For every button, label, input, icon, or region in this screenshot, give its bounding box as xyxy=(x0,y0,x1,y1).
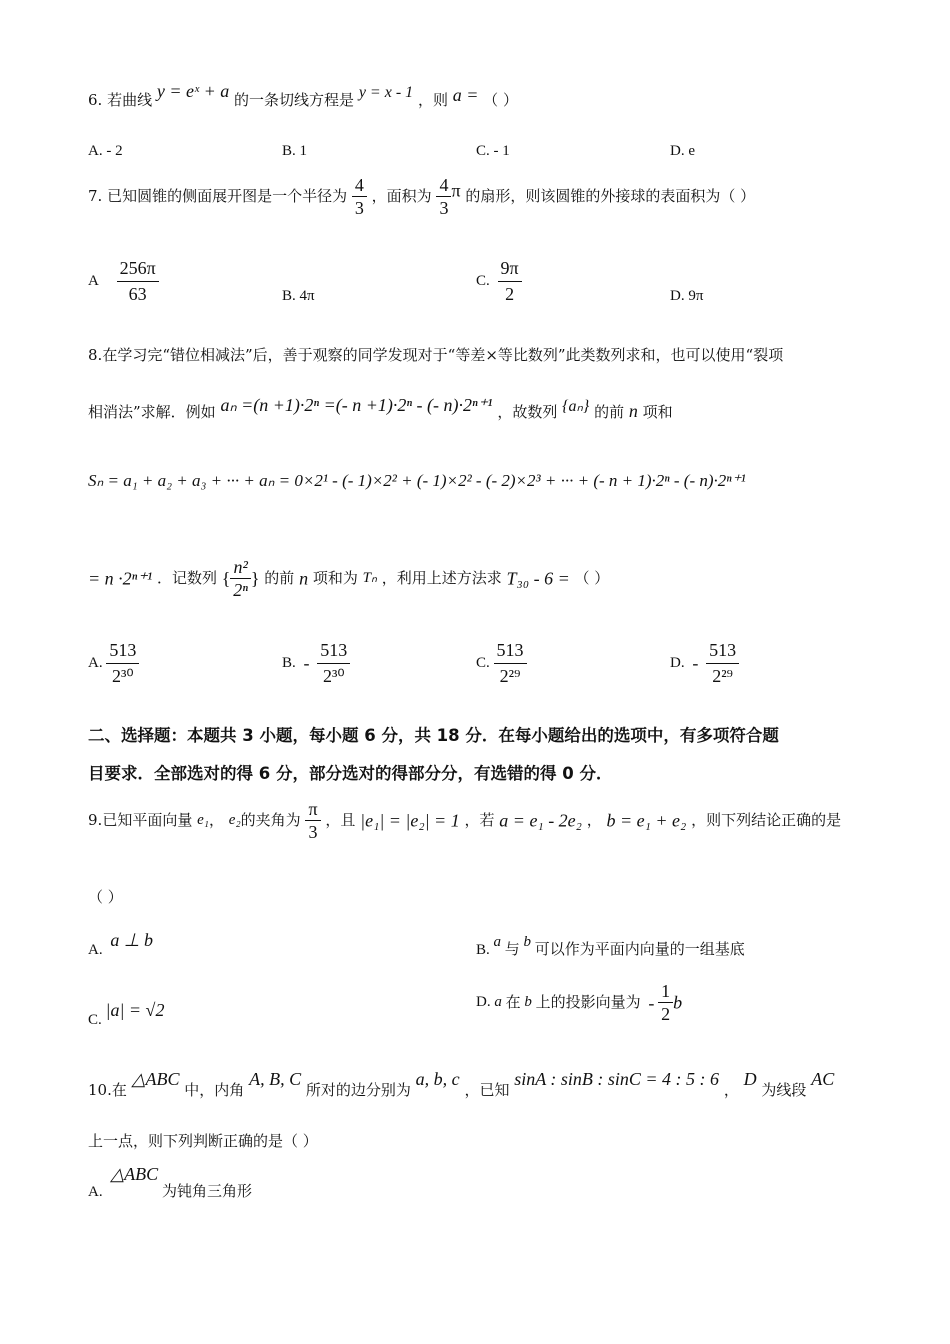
q8-option-a[interactable]: A. $\frac{513}{\text{2³⁰}}$ xyxy=(88,640,139,687)
q9-norm: |e₁| = |e₂| = 1 xyxy=(360,810,460,831)
q8-stem-line4: = n ·2ⁿ⁺¹ ．记数列 { $\frac{\text{n²}}{\text{2ⁿ}}$ } 的前 n 项和为 Tₙ ，利用上述方法求 T₃₀ - 6 = （ ） xyxy=(88,557,610,600)
q9-option-b[interactable]: B. a 与 b 可以作为平面内向量的一组基底 xyxy=(476,934,745,958)
q6-option-c[interactable]: C. - 1 xyxy=(476,143,510,159)
q8-option-d[interactable]: D. - $\frac{513}{\text{2²⁹}}$ xyxy=(670,640,739,687)
q6-curve: y = eˣ + a xyxy=(156,81,230,101)
q8-formula-result: = n ·2ⁿ⁺¹ xyxy=(88,568,153,589)
q8-formula-sn: Sₙ = a₁ + a₂ + a₃ + ··· + aₙ = 0×2¹ - (- 1)×2² + (- 1)×2² - (- 2)×2³ + ··· + (- n + 1)·2ⁿ - (- n)·2ⁿ⁺¹ xyxy=(88,471,746,490)
q8-seq2-fraction: $\frac{\text{n²}}{\text{2ⁿ}}$ xyxy=(230,558,250,599)
section2-heading-line1: 二、选择题：本题共 3 小题，每小题 6 分，共 18 分．在每小题给出的选项中，有多项符合题 xyxy=(88,726,779,745)
q8-stem-line1: 8.在学习完“错位相减法”后，善于观察的同学发现对于“等差×等比数列”此类数列求和，也可以使用“裂项 xyxy=(88,346,784,364)
q8-formula-an: aₙ =(n +1)·2ⁿ =(- n +1)·2ⁿ - (- n)·2ⁿ⁺¹ xyxy=(220,395,493,415)
q7-option-a[interactable]: A $\frac{256\pi}{63}$ xyxy=(88,258,159,305)
q10-option-a[interactable]: A. △ABC 为钝角三角形 xyxy=(88,1164,252,1200)
q10-stem: 10.在 △ABC 中，内角 A, B, C 所对的边分别为 a, b, c ，已知 sinA : sinB : sinC = 4 : 5 : 6 ， D 为线段 AC xyxy=(88,1069,835,1099)
q7-option-c[interactable]: C. $\frac{9\pi}{2}$ xyxy=(476,258,522,305)
q8-sequence: {aₙ} xyxy=(562,398,590,415)
section2-heading-line2: 目要求．全部选对的得 6 分，部分选对的得部分分，有选错的得 0 分． xyxy=(88,764,613,783)
q10-stem-line2: 上一点，则下列判断正确的是（ ） xyxy=(88,1132,318,1150)
q9-option-a[interactable]: A. a ⊥ b xyxy=(88,930,154,958)
q6-tangent: y = x - 1 xyxy=(358,84,414,101)
q8-stem-line2: 相消法”求解．例如 aₙ =(n +1)·2ⁿ =(- n +1)·2ⁿ - (- n)·2ⁿ⁺¹ ，故数列 {aₙ} 的前 n 项和 xyxy=(88,395,673,421)
q9-vector-a: a = e₁ - 2e₂ xyxy=(499,810,582,831)
q7-stem: 7. 已知圆锥的侧面展开图是一个半径为 $\frac{4}{3}$ ，面积为 $\frac{4}{3}$ π 的扇形，则该圆锥的外接球的表面积为（ ） xyxy=(88,175,756,218)
q7-option-b[interactable]: B. 4π xyxy=(282,288,315,304)
q9-stem: 9.已知平面向量 e₁， e₂的夹角为 $\frac{\pi}{3}$ ，且 |e₁| = |e₂| = 1 ，若 a = e₁ - 2e₂ ， b = e₁ + e₂ ，则下列结论正确的是 xyxy=(88,799,842,842)
q7-option-d[interactable]: D. 9π xyxy=(670,288,704,304)
q9-option-d[interactable]: D. a 在 b 上的投影向量为 - $\frac{1}{2}$ b xyxy=(476,981,683,1024)
q7-radius-fraction: $\frac{4}{3}$ xyxy=(352,176,367,217)
q6-option-b[interactable]: B. 1 xyxy=(282,143,308,159)
q9-option-c[interactable]: C. |a| = √2 xyxy=(88,1000,165,1028)
q9-paren: （ ） xyxy=(88,888,123,906)
q9-angle-fraction: $\frac{\pi}{3}$ xyxy=(305,800,320,841)
q10-ratio: sinA : sinB : sinC = 4 : 5 : 6 xyxy=(514,1069,720,1089)
q8-ask: T₃₀ - 6 = xyxy=(506,568,570,589)
q6-number: 6. xyxy=(88,91,103,109)
q6-option-a[interactable]: A. - 2 xyxy=(88,143,123,159)
q7-area-fraction: $\frac{4}{3}$ xyxy=(436,176,451,217)
q6-option-d[interactable]: D. e xyxy=(670,143,695,159)
q9-vector-b: b = e₁ + e₂ xyxy=(606,810,687,831)
q8-option-b[interactable]: B. - $\frac{513}{\text{2³⁰}}$ xyxy=(282,640,350,687)
q8-option-c[interactable]: C. $\frac{513}{\text{2²⁹}}$ xyxy=(476,640,527,687)
q10-triangle: △ABC xyxy=(131,1069,180,1089)
q6-stem: 6. 若曲线 y = eˣ + a 的一条切线方程是 y = x - 1 ，则 a = （ ） xyxy=(88,81,518,109)
